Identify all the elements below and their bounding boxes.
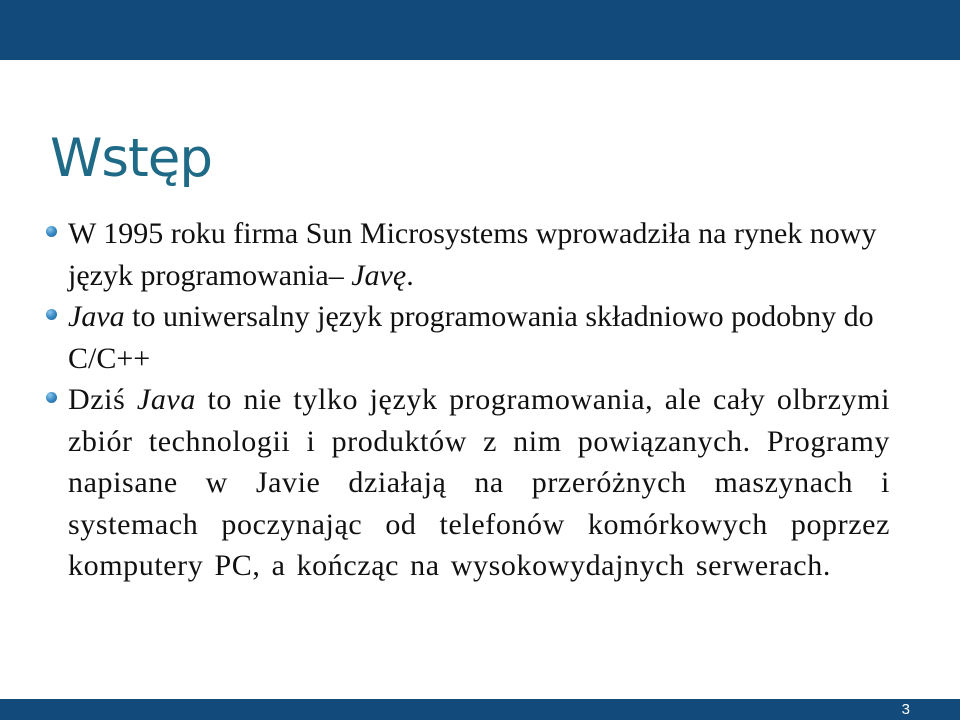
bullet-1-italic: Javę [351, 258, 407, 292]
bullet-icon [46, 392, 57, 403]
bullet-icon [46, 226, 57, 237]
bullet-3-text: Dziś [68, 383, 137, 416]
bullet-1-text: W 1995 roku firma Sun Microsystems wprowadziła na rynek nowy język programowania– [68, 217, 877, 292]
page-number: 3 [901, 701, 910, 718]
bullet-2-italic: Java [68, 300, 125, 333]
slide-title: Wstęp [50, 128, 213, 189]
footer-bar [0, 699, 960, 720]
bullet-3-rest: to nie tylko język programowania, ale cały olbrzymi zbiór technologii i produktów z nim powiązanych. Programy napisane w Javie działają na przeróżnych maszynach i systemach poczynając od telefonów komórkowych poprzez komputery PC, a kończąc na wysokowydajnych serwerach. [68, 383, 890, 582]
bullet-3-italic: Java [136, 383, 196, 416]
slide-content [68, 213, 890, 587]
bullet-2-text: to uniwersalny język programowania składniowo podobny do C/C++ [68, 300, 874, 375]
bullet-item-1 [68, 213, 890, 296]
bullet-icon [46, 309, 57, 320]
bullet-item-3 [68, 379, 890, 587]
header-bar [0, 0, 960, 60]
bullet-item-2 [68, 296, 890, 379]
bullet-1-end: . [406, 258, 414, 292]
